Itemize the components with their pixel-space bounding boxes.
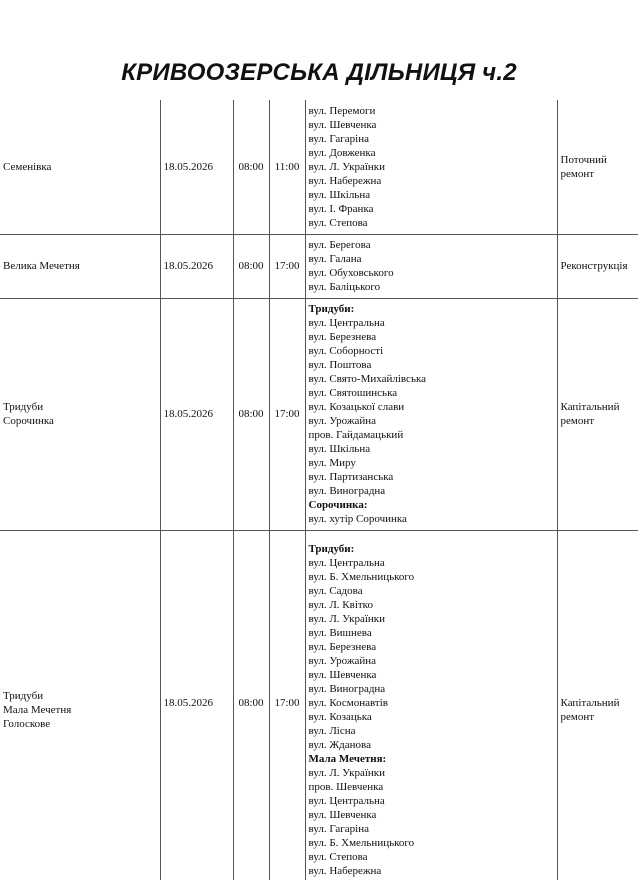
street-item: вул. І. Франка [308, 202, 374, 215]
street-item: вул. Садова [308, 585, 363, 597]
settlement-name: Мала Мечетня [3, 704, 72, 716]
work-type-line: Реконструкція [560, 260, 628, 272]
street-item: вул. Виноградна [308, 485, 386, 497]
settlement-name: Сорочинка [3, 415, 54, 427]
street-item: вул. Л. Українки [308, 613, 386, 625]
street-item: вул. хутір Сорочинка [308, 513, 407, 525]
street-item: вул. Перемоги [308, 104, 376, 117]
table-row [0, 298, 638, 530]
settlement-cell [0, 234, 160, 298]
street-item: вул. Березнева [308, 641, 377, 653]
settlement-name: Голоскове [3, 718, 51, 730]
outage-schedule-table [0, 100, 638, 880]
street-item: вул. Центральна [308, 557, 385, 569]
street-item: пров. Гайдамацький [308, 429, 404, 441]
end-time-cell: 17:00 [269, 234, 305, 298]
street-item: вул. Шевченка [308, 669, 377, 681]
start-time-value: 08:00 [238, 697, 264, 709]
street-item: вул. Л. Квітко [308, 599, 373, 611]
street-item: вул. Урожайна [308, 655, 377, 667]
street-item: вул. Миру [308, 457, 356, 469]
street-item: вул. Центральна [308, 317, 385, 329]
street-item: вул. Лісна [308, 725, 356, 737]
street-item: вул. Жданова [308, 739, 371, 751]
street-item: вул. Шевченка [308, 809, 377, 821]
street-item: вул. Л. Українки [308, 767, 386, 779]
date-cell: 18.05.2026 [160, 234, 233, 298]
streets-cell [305, 100, 557, 234]
work-type-line: ремонт [560, 167, 595, 180]
street-item: вул. Гагаріна [308, 132, 370, 145]
settlement-cell [0, 530, 160, 880]
street-item: вул. Набережна [308, 865, 382, 877]
date-cell: 18.05.2026 [160, 100, 233, 234]
settlement-name: Семенівка [3, 160, 52, 173]
street-item: вул. Урожайна [308, 415, 377, 427]
end-time-cell: 11:00 [269, 100, 305, 234]
street-item: вул. Космонавтів [308, 697, 388, 709]
street-item: вул. Шкільна [308, 188, 371, 201]
start-time-cell: 08:00 [233, 100, 269, 234]
street-item: вул. Козацька [308, 711, 372, 723]
street-item: пров. Шевченка [308, 781, 384, 793]
street-item: вул. Берегова [308, 239, 371, 251]
settlement-cell [0, 100, 160, 234]
street-item: вул. Свято-Михайлівська [308, 373, 427, 385]
settlement-group-heading: Тридуби: [308, 303, 355, 315]
settlement-group-heading: Тридуби: [308, 543, 355, 555]
work-type-line: Поточний [560, 153, 607, 166]
work-type-line: Капітальний [560, 697, 620, 709]
end-time-cell: 17:00 [269, 298, 305, 530]
settlement-cell [0, 298, 160, 530]
street-item: вул. Обуховського [308, 267, 394, 279]
work-type-line: ремонт [560, 711, 595, 723]
settlement-name: Тридуби [3, 401, 44, 413]
street-item: вул. Березнева [308, 331, 377, 343]
start-time-cell: 08:00 [233, 234, 269, 298]
street-item: вул. Шкільна [308, 443, 371, 455]
work-type-line: ремонт [560, 415, 595, 427]
work-type-cell [557, 100, 638, 234]
settlement-group-heading: Мала Мечетня: [308, 753, 387, 765]
street-item: вул. Баліцького [308, 281, 381, 293]
work-type-cell [557, 234, 638, 298]
settlement-name: Велика Мечетня [3, 260, 80, 272]
street-item: вул. Степова [308, 851, 368, 863]
streets-cell [305, 298, 557, 530]
street-item: вул. Центральна [308, 795, 385, 807]
settlement-name: Тридуби [3, 690, 44, 702]
street-item: вул. Вишнева [308, 627, 372, 639]
street-item: вул. Набережна [308, 174, 382, 187]
street-item: вул. Козацької слави [308, 401, 405, 413]
street-item: вул. Соборності [308, 345, 384, 357]
street-item: вул. Галана [308, 253, 362, 265]
streets-cell [305, 234, 557, 298]
streets-cell [305, 530, 557, 880]
start-time-cell [233, 530, 269, 880]
date-cell: 18.05.2026 [160, 298, 233, 530]
street-item: вул. Степова [308, 216, 368, 229]
date-cell [160, 530, 233, 880]
work-type-cell [557, 530, 638, 880]
street-item: вул. Б. Хмельницького [308, 571, 415, 583]
table-row [0, 530, 638, 880]
street-item: вул. Виноградна [308, 683, 386, 695]
start-time-cell: 08:00 [233, 298, 269, 530]
street-item: вул. Партизанська [308, 471, 394, 483]
street-item: вул. Святошинська [308, 387, 398, 399]
end-time-cell [269, 530, 305, 880]
street-item: вул. Гагаріна [308, 823, 370, 835]
street-item: вул. Довженка [308, 146, 376, 159]
date-value: 18.05.2026 [163, 697, 213, 709]
work-type-cell [557, 298, 638, 530]
street-item: вул. Б. Хмельницького [308, 837, 415, 849]
page-title: КРИВООЗЕРСЬКА ДІЛЬНИЦЯ ч.2 [121, 59, 517, 86]
street-item: вул. Поштова [308, 359, 372, 371]
work-type-line: Капітальний [560, 401, 620, 413]
street-item: вул. Шевченка [308, 118, 377, 131]
table-row [0, 234, 638, 298]
settlement-group-heading: Сорочинка: [308, 499, 368, 511]
table-row [0, 100, 638, 234]
street-item: вул. Л. Українки [308, 160, 386, 173]
end-time-value: 17:00 [274, 697, 300, 709]
